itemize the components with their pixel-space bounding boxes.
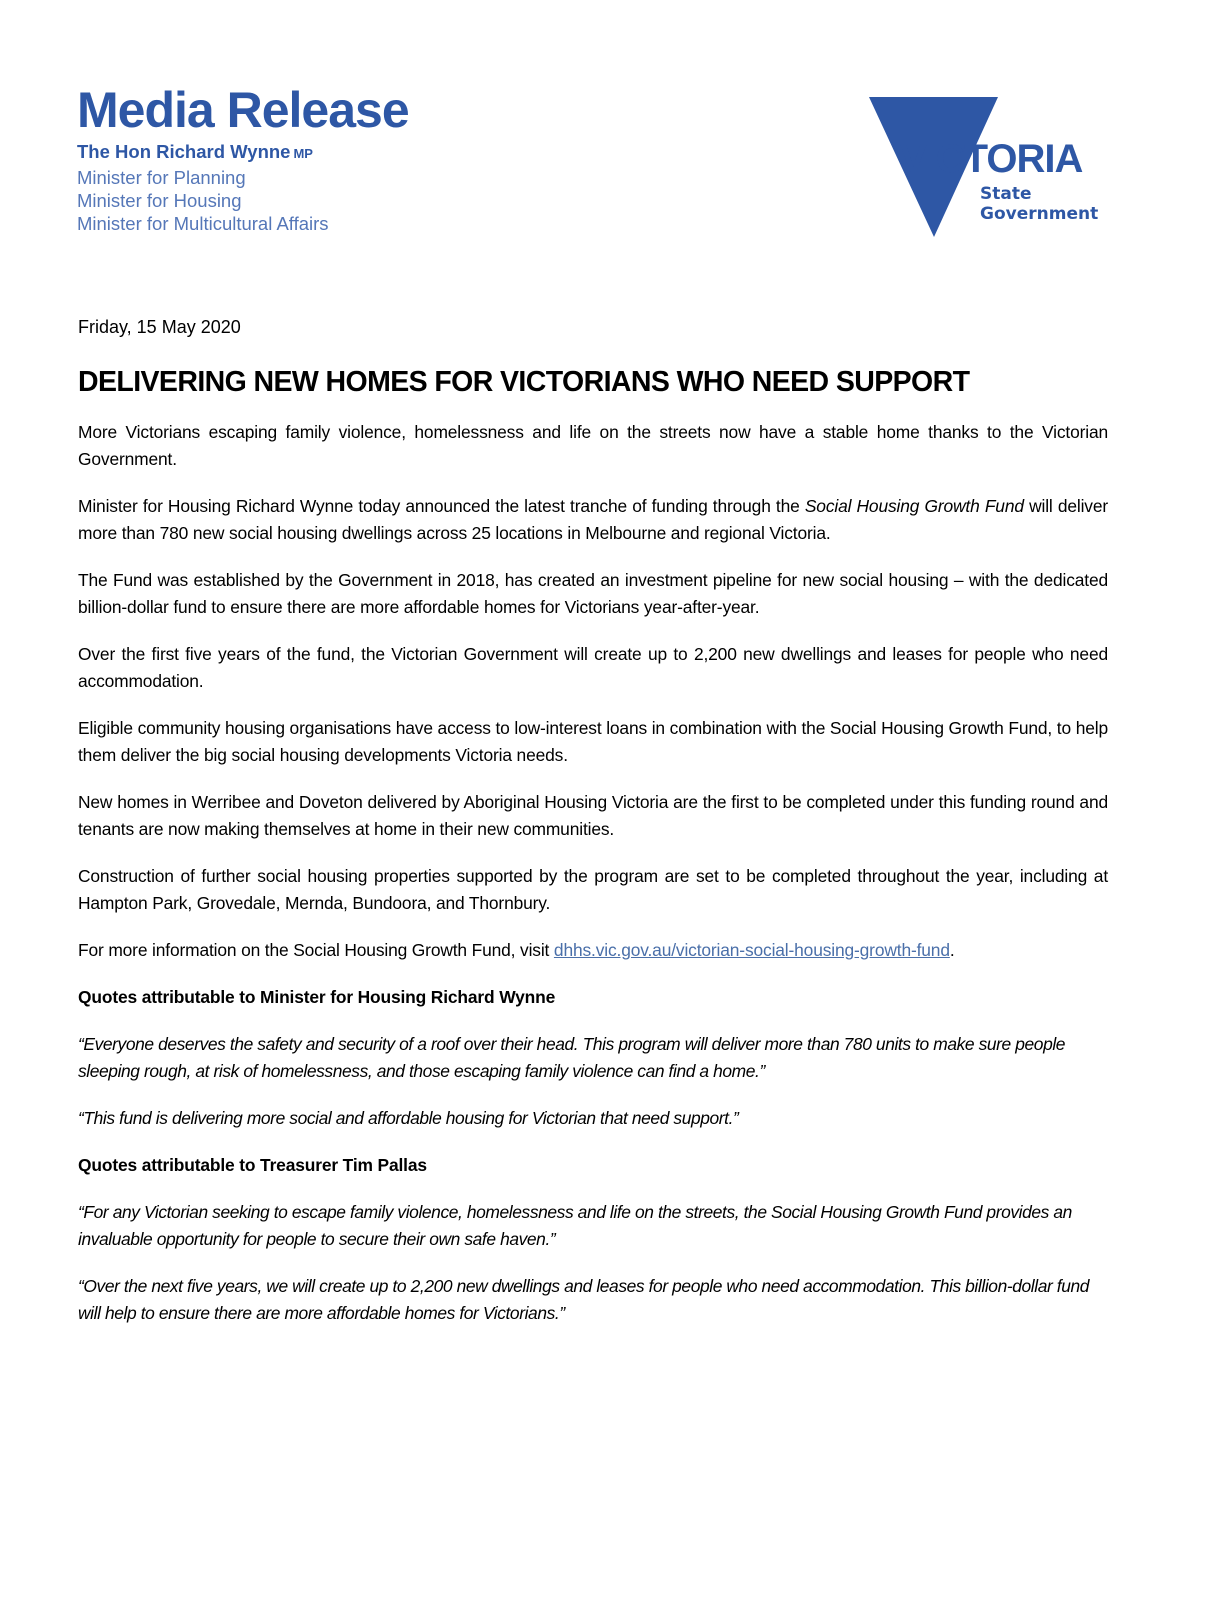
quote: “Over the next five years, we will create up to 2,200 new dwellings and leases for people who need accommodation. This billion-dollar fund will help to ensure there are more affordable homes for Victorians.” — [78, 1276, 1090, 1323]
paragraph: New homes in Werribee and Doveton delivered by Aboriginal Housing Victoria are the first to be completed under this funding round and tenants are now making themselves at home in their new communities. — [78, 792, 1108, 839]
quote: “Everyone deserves the safety and security of a roof over their head. This program will deliver more than 780 units to make sure people sleeping rough, at risk of homelessness, and those escaping family violence can find a home.” — [78, 1034, 1066, 1081]
fund-name: Social Housing Growth Fund — [804, 496, 1024, 516]
paragraph — [78, 937, 1108, 964]
paragraph: More Victorians escaping family violence, homelessness and life on the streets now have a stable home thanks to the Victorian Government. — [78, 422, 1108, 469]
minister-suffix: MP — [293, 146, 313, 161]
paragraph-text: For more information on the Social Housing Growth Fund, visit — [78, 940, 554, 960]
document-body — [78, 314, 1108, 1327]
paragraph-text: will deliver more than 780 new social housing dwellings across 25 locations in Melbourne and regional Victoria. — [78, 496, 1108, 543]
minister-role: Minister for Housing — [77, 190, 242, 211]
quotes-heading-pallas: Quotes attributable to Treasurer Tim Pallas — [78, 1155, 427, 1175]
paragraph: Construction of further social housing properties supported by the program are set to be completed throughout the year, including at Hampton Park, Grovedale, Mernda, Bundoora, and Thornbury. — [78, 866, 1108, 913]
victoria-state-government-logo — [866, 95, 1126, 240]
media-release-title: Media Release — [77, 82, 409, 138]
minister-role: Minister for Planning — [77, 167, 246, 188]
paragraph-text: Minister for Housing Richard Wynne today announced the latest tranche of funding through the — [78, 496, 805, 516]
logo-government: Government — [980, 204, 1099, 224]
quote: “This fund is delivering more social and affordable housing for Victorian that need support.” — [78, 1108, 739, 1128]
release-date: Friday, 15 May 2020 — [78, 317, 241, 337]
paragraph: The Fund was established by the Government in 2018, has created an investment pipeline for new social housing – with the dedicated billion-dollar fund to ensure there are more affordable homes for Victorians year-after-year. — [78, 570, 1108, 617]
quotes-heading-wynne: Quotes attributable to Minister for Housing Richard Wynne — [78, 987, 556, 1007]
logo-wordmark: VICTORIA — [900, 137, 1083, 181]
paragraph: Eligible community housing organisations have access to low-interest loans in combination with the Social Housing Growth Fund, to help them deliver the big social housing developments Victoria needs. — [78, 718, 1108, 765]
headline: DELIVERING NEW HOMES FOR VICTORIANS WHO NEED SUPPORT — [78, 366, 970, 398]
minister-name — [77, 140, 409, 166]
paragraph-text: . — [949, 940, 955, 960]
quote: “For any Victorian seeking to escape family violence, homelessness and life on the streets, the Social Housing Growth Fund provides an invaluable opportunity for people to secure their own safe haven.” — [78, 1202, 1072, 1249]
logo-state: State — [980, 184, 1032, 204]
minister-name-text: The Hon Richard Wynne — [77, 141, 291, 162]
media-release-header — [77, 82, 409, 235]
paragraph — [78, 493, 1108, 547]
minister-role: Minister for Multicultural Affairs — [77, 213, 329, 234]
dhhs-link[interactable]: dhhs.vic.gov.au/victorian-social-housing-growth-fund — [553, 940, 950, 960]
paragraph: Over the first five years of the fund, the Victorian Government will create up to 2,200 new dwellings and leases for people who need accommodation. — [78, 644, 1108, 691]
